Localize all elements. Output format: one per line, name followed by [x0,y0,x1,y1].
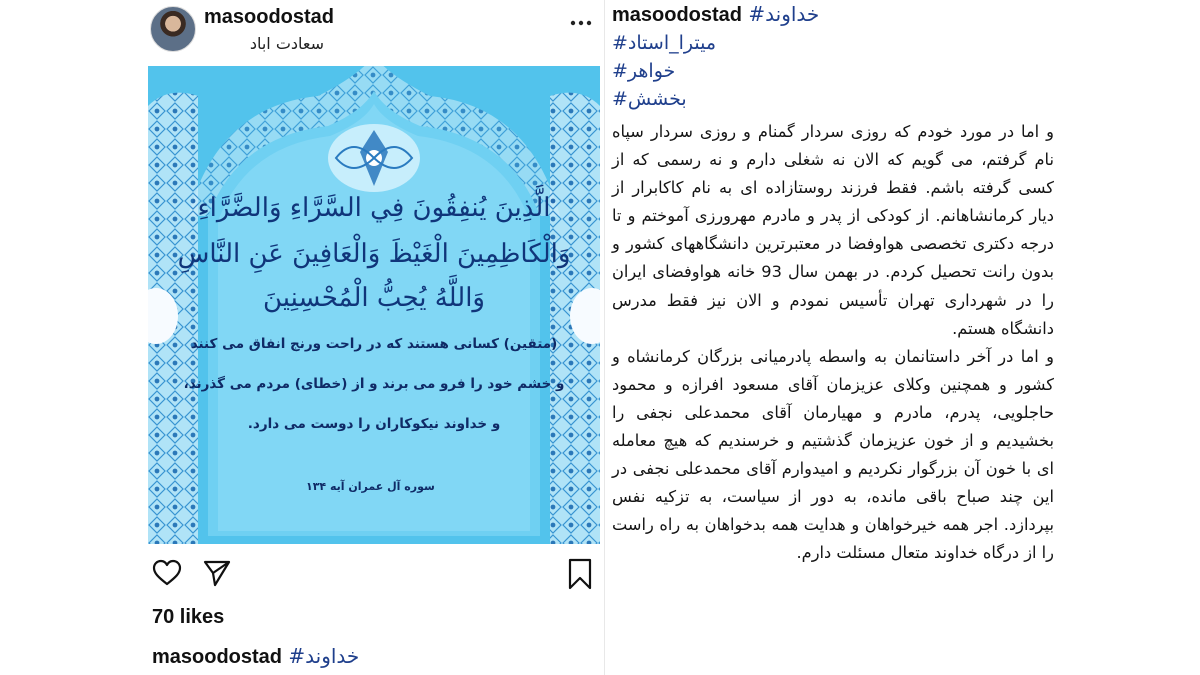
post-header [148,0,600,62]
hashtag-link[interactable]: #خداوند [748,2,820,26]
caption-body [612,118,1054,568]
translation-line: (متقین) کسانی هستند که در راحت ورنج انفاق می کنند [190,336,558,352]
caption-preview [152,644,359,669]
avatar[interactable] [150,6,196,52]
post-image[interactable] [148,66,600,544]
caption-panel [612,0,1054,675]
heart-icon[interactable] [152,558,182,588]
post-actions [148,556,600,590]
caption-preview-hashtag[interactable]: #خداوند [288,644,360,668]
caption-paragraph: و اما در مورد خودم که روزی سردار گمنام و روزی سردار سپاه نام گرفتم، می گویم که الان نه شغلی دارم و نه رسمی که از کسی گرفته باشم. فقط فرزند روستازاده ای به نام کاکابرار از دیار کرمانشاهانم. از کودکی از پدر و مادرم مهرورزی آموختم و تا درجه دکتری تخصصی هواوفضا در معتبرترین دانشگاههای کشور و بدون رانت تحصیل کردم. در بهمن سال 93 خانه هواوفضای ایران را در شهرداری تهران تأسیس نمودم و الان نیز فقط مدرس دانشگاه هستم. [612,122,1054,338]
post-location[interactable]: سعادت اباد [249,34,324,53]
post-panel [148,0,600,675]
quran-verse-card [148,66,600,544]
translation-line: و خداوند نیکوکاران را دوست می دارد. [247,416,501,432]
more-options-icon[interactable] [568,10,594,36]
caption-header [612,2,819,27]
ornament-medallion [328,124,420,192]
hashtag-link[interactable]: #میترا_استاد [612,32,717,54]
caption-preview-username[interactable]: masoodostad [152,646,283,668]
hashtag-link[interactable]: #خواهر [612,60,676,82]
caption-paragraph: و اما در آخر داستانمان به واسطه پادرمیانی بزرگان کرمانشاه و کشور و همچنین وکلای عزیزمان آقای مسعود افرازه و محمود حاجلویی، پدرم، مادرم و مهیارمان آقای محمدعلی نجفی را بخشیدیم و از خون عزیزمان گذشتیم و خرسندیم که هیچ معامله ای با خون آن بزرگوار نکردیم و امیدوارم آقای محمدعلی نجفی در این چند صباح باقی مانده، به دور از سیاست، به تزکیه نفس بپردازد. اجر همه خیرخواهان و هدایت همه بدخواهان به راه راست را از درگاه خداوند متعال مسئلت دارم. [612,346,1054,563]
bookmark-icon[interactable] [566,558,594,590]
verse-line: وَالْكَاظِمِينَ الْغَيْظَ وَالْعَافِينَ عَنِ النَّاسِ [177,239,571,269]
hashtag-link[interactable]: #بخشش [612,88,687,110]
verse-source: سوره آل عمران آیه ۱۳۴ [306,480,435,493]
likes-count[interactable]: 70 likes [152,606,225,628]
panel-divider [604,0,605,675]
verse-line: وَاللَّهُ يُحِبُّ الْمُحْسِنِينَ [263,283,485,313]
send-icon[interactable] [202,558,232,588]
translation-line: و خشم خود را فرو می برند و از (خطای) مردم می گذرند، [183,376,565,392]
caption-username[interactable]: masoodostad [612,4,743,26]
post-username[interactable]: masoodostad [204,6,335,28]
verse-line: الَّذِينَ يُنفِقُونَ فِي السَّرَّاءِ وَالضَّرَّاءِ [197,193,551,223]
